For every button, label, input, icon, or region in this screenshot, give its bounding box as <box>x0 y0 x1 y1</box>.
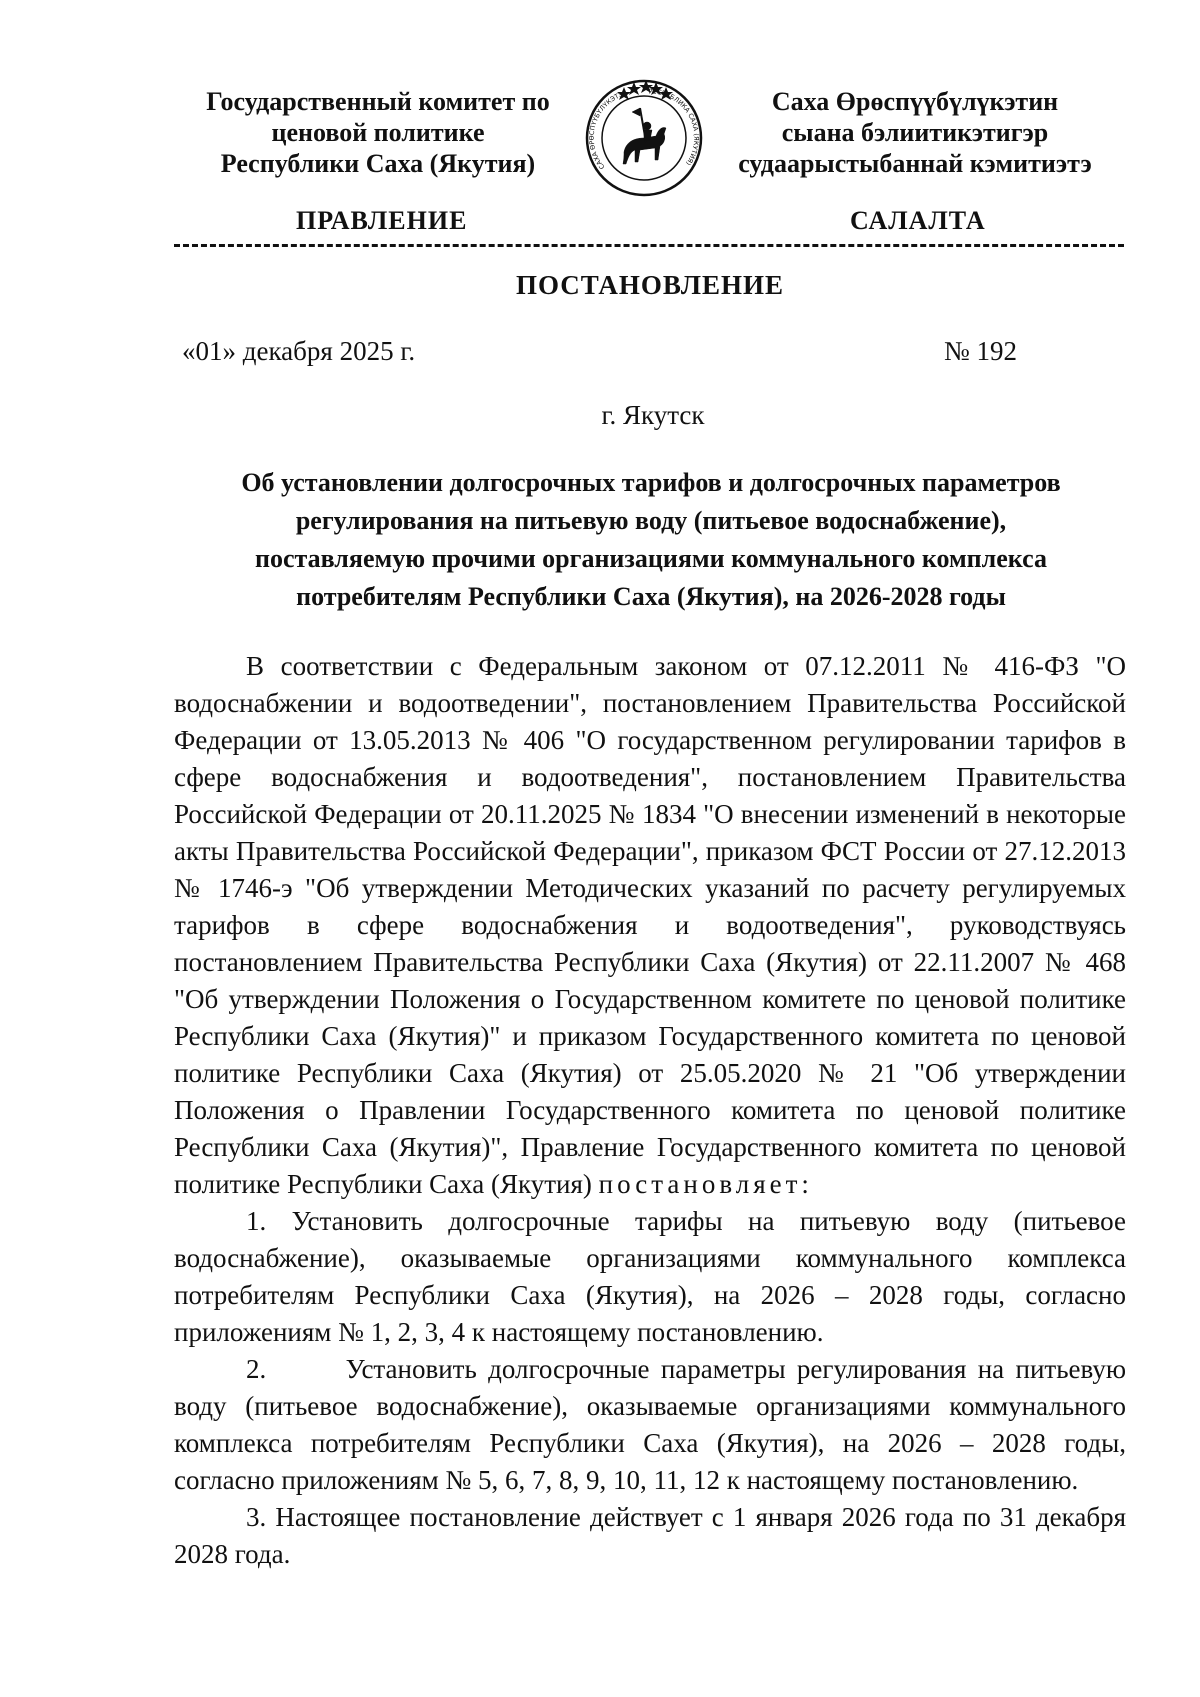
header-right-line-3: судаарыстыбаннай кэмитиэтэ <box>738 149 1092 178</box>
header-left-line-3: Республики Саха (Якутия) <box>220 149 536 178</box>
item-2-paragraph: 2. Установить долгосрочные параметры регулирования на питьевую воду (питьевое водоснабжение), оказываемые организациями коммунального комплекса потребителям Республики Саха (Якутия), на 2026 – 2028 годы, согласно приложениям № 5, 6, 7, 8, 9, 10, 11, 12 к настоящему постановлению. <box>174 1354 1126 1495</box>
header-right-org <box>720 86 1110 179</box>
document-date: «01» декабря 2025 г. <box>182 336 416 366</box>
header-divider <box>174 244 1124 247</box>
header-left-line-2: ценовой политике <box>271 118 485 147</box>
document-number: № 192 <box>944 336 1018 366</box>
preamble-paragraph <box>174 648 1126 1203</box>
document-type: ПОСТАНОВЛЕНИЕ <box>515 270 785 300</box>
emblem-text-right: РЕСПУБЛИКА САХА (ЯКУТИЯ) <box>648 87 701 167</box>
title-line-4: потребителям Республики Саха (Якутия), на 2026-2028 годы <box>296 582 1006 611</box>
preamble-text: В соответствии с Федеральным законом от 07.12.2011 № 416-ФЗ "О водоснабжении и водоотведении", постановлением Правительства Российской Федерации от 13.05.2013 № 406 "О государственном регулировании тарифов в сфере водоснабжения и водоотведения", постановлением Правительства Российской Федерации от 20.11.2025 № 1834 "О внесении изменений в некоторые акты Правительства Российской Федерации", приказом ФСТ России от 27.12.2013 № 1746-э "Об утверждении Методических указаний по расчету регулируемых тарифов в сфере водоснабжения и водоотведения", руководствуясь постановлением Правительства Республики Саха (Якутия) от 22.11.2007 № 468 "Об утверждении Положения о Государственном комитете по ценовой политике Республики Саха (Якутия)" и приказом Государственного комитета по ценовой политике Республики Саха (Якутия) от 25.05.2020 № 21 "Об утверждении Положения о Правлении Государственного комитета по ценовой политике Республики Саха (Якутия)", Правление Государственного комитета по ценовой политике Республики Саха (Якутия) <box>174 651 1126 1199</box>
document-city: г. Якутск <box>601 400 705 430</box>
title-line-3: поставляемую прочими организациями коммунального комплекса <box>255 544 1047 573</box>
header-right-line-2: сыана бэлиитикэтигэр <box>781 118 1049 147</box>
item-3-paragraph: 3. Настоящее постановление действует с 1 января 2026 года по 31 декабря 2028 года. <box>174 1502 1126 1569</box>
item-1-paragraph: 1. Установить долгосрочные тарифы на питьевую воду (питьевое водоснабжение), оказываемые организациями коммунального комплекса потребителям Республики Саха (Якутия), на 2026 – 2028 годы, согласно приложениям № 1, 2, 3, 4 к настоящему постановлению. <box>174 1206 1126 1347</box>
document-body <box>174 648 1126 1573</box>
resolves-word: постановляет: <box>598 1169 813 1199</box>
header-left-line-1: Государственный комитет по <box>206 87 550 116</box>
title-line-2: регулирования на питьевую воду (питьевое водоснабжение), <box>295 506 1007 535</box>
title-line-1: Об установлении долгосрочных тарифов и долгосрочных параметров <box>241 468 1061 497</box>
board-label-ru: ПРАВЛЕНИЕ <box>296 206 468 235</box>
header-left-org <box>178 86 578 179</box>
board-label-sah: САЛАЛТА <box>850 206 986 235</box>
emblem-text-left: САХА ӨРӨСПҮҮБҮЛҮКЭТЭ <box>587 90 625 171</box>
header-right-line-1: Саха Өрөспүүбүлүкэтин <box>771 87 1059 116</box>
coat-of-arms-icon <box>584 78 704 198</box>
document-title <box>176 464 1126 616</box>
